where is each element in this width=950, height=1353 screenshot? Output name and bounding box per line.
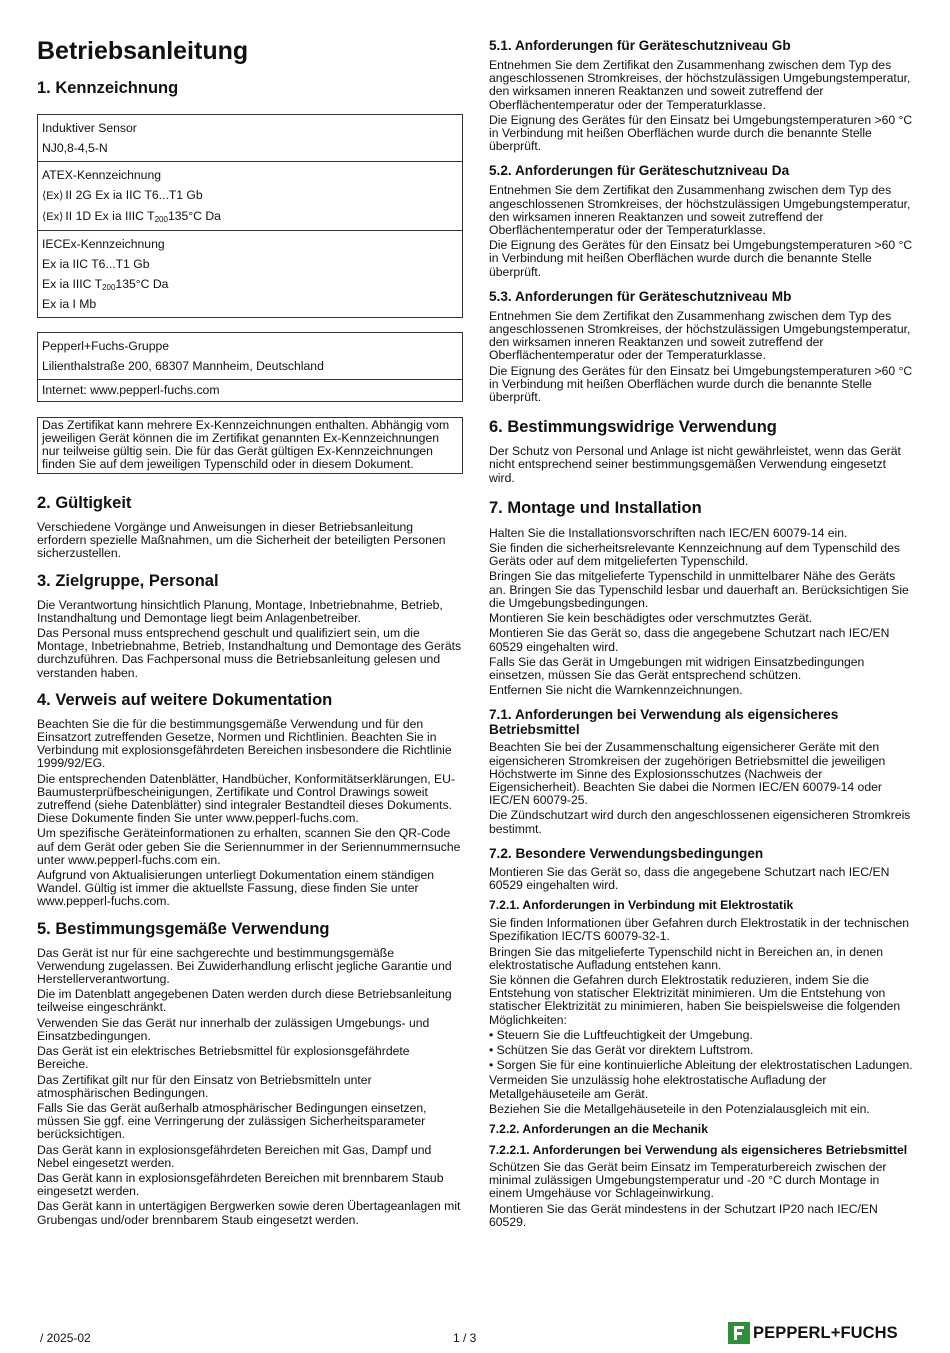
heading-5-2: 5.2. Anforderungen für Geräteschutzniveau Da xyxy=(489,163,790,179)
heading-6: 6. Bestimmungswidrige Verwendung xyxy=(489,418,777,437)
table-row: Internet: www.pepperl-fuchs.com xyxy=(38,379,462,401)
left-column: Betriebsanleitung 1. Kennzeichnung Induktiver Sensor NJ0,8-4,5-N ATEX-Kennzeichnung ⟨Ex⟩ II 2G Ex ia IIC T6...T1 Gb ⟨Ex⟩ II 1D Ex ia IIIC $T_{200}135^\circ C$ Da IECEx-Kennzeichnung Ex ia IIC T6...T1 Gb Ex ia IIIC $T_{200}135^\circ C$ Da Ex ia I Mb Pepperl+Fuchs-Gruppe Lilienthalstraße 200, 68307 Mannheim, Deutschland Internet: www.pepperl-fuchs.com Das Zertifikat kann mehrere Ex-Kennzeichnungen enthalten. Abhängig vom jeweiligen Gerät können die im Zertifikat genannten Ex-Kennzeichnungen nur teilweise gültig sein. Die für das Gerät gültigen Ex-Kennzeichnungen finden Sie auf dem jeweiligen Typenschild oder in diesem Dokument. 2. Gültigkeit Verschiedene Vorgänge und Anweisungen in dieser Betriebsanleitung erfordern spezielle Maßnahmen, um die Sicherheit der beteiligten Personen sicherzustellen. 3. Zielgruppe, Personal Die Verantwortung hinsichtlich Planung, Montage, Inbetriebnahme, Betrieb, Instandhaltung und Demontage liegt beim Anlagenbetreiber. Das Personal muss entsprechend geschult und qualifiziert sein, um die Montage, Inbetriebnahme, Betrieb, Instandhaltung und Demontage des Geräts durchzuführen. Das Fachpersonal muss die Betriebsanleitung gelesen und verstanden haben. 4. Verweis auf weitere Dokumentation Beachten Sie die für die bestimmungsgemäße Verwendung und für den Einsatzort zutreffenden Gesetze, Normen und Richtlinien. Beachten Sie in Verbindung mit explosionsgefährdeten Bereichen insbesondere die Richtlinie 1999/92/EG. Die entsprechenden Datenblätter, Handbücher, Konformitätserklärungen, EU-Baumusterprüfbescheinigungen, Zertifikate und Control Drawings soweit zutreffend (siehe Datenblätter) sind integraler Bestandteil dieses Dokuments. Diese Dokumente finden Sie unter www.pepperl-fuchs.com. Um spezifische Geräteinformationen zu erhalten, scannen Sie den QR-Code auf dem Gerät oder geben Sie die Seriennummer in der Seriennummernsuche unter www.pepperl-fuchs.com ein. Aufgrund von Aktualisierungen unterliegt Dokumentation einem ständigen Wandel. Gültig ist immer die aktuellste Fassung, diese finden Sie unter www.pepperl-fuchs.com. 5. Bestimmungsgemäße Verwendung Das Gerät ist nur für eine sachgerechte und bestimmungsgemäße Verwendung zugelassen. Bei Zuwiderhandlung erlischt jegliche Garantie und Herstellerverantwortung. Die im Datenblatt angegebenen Daten werden durch diese Betriebsanleitung teilweise eingeschränkt. Verwenden Sie das Gerät nur innerhalb der zulässigen Umgebungs- und Einsatzbedingungen. Das Gerät ist ein elektrisches Betriebsmittel für explosionsgefährdete Bereiche. Das Zertifikat gilt nur für den Einsatz von Betriebsmitteln unter atmosphärischen Bedingungen. Falls Sie das Gerät außerhalb atmosphärischer Bedingungen einsetzen, müssen Sie ggf. eine Verringerung der zulässigen Sicherheitsparameter berücksichtigen. Das Gerät kann in explosionsgefährdeten Bereichen mit Gas, Dampf und Nebel eingesetzt werden. Das Gerät kann in explosionsgefährdeten Bereichen mit brennbarem Staub eingesetzt werden. Das Gerät kann in untertägigen Bergwerken sowie deren Übertageanlagen mit Grubengas und/oder brennbarem Staub eingesetzt werden. xyxy=(37,37,462,1227)
heading-7-2-1: 7.2.1. Anforderungen in Verbindung mit Elektrostatik xyxy=(489,898,794,913)
list-item: • Sorgen Sie für eine kontinuierliche Ableitung der elektrostatischen Ladungen. xyxy=(489,1058,913,1073)
document-title: Betriebsanleitung xyxy=(37,37,249,65)
table-row: Induktiver Sensor NJ0,8-4,5-N xyxy=(42,121,137,155)
heading-5-3: 5.3. Anforderungen für Geräteschutzniveau Mb xyxy=(489,288,792,304)
table-row: ATEX-Kennzeichnung ⟨Ex⟩ II 2G Ex ia IIC T6...T1 Gb ⟨Ex⟩ II 1D Ex ia IIIC $T_{200}135^\circ C$ Da xyxy=(38,161,462,230)
pf-logo-icon xyxy=(728,1322,750,1344)
certificate-note: Das Zertifikat kann mehrere Ex-Kennzeichnungen enthalten. Abhängig vom jeweiligen Gerät können die im Zertifikat genannten Ex-Kennzeichnungen nur teilweise gültig sein. Die für das Gerät gültigen Ex-Kennzeichnungen finden Sie auf dem jeweiligen Typenschild oder in diesem Dokument. xyxy=(37,417,463,474)
heading-7-1: 7.1. Anforderungen bei Verwendung als eigensicheres Betriebsmittel xyxy=(489,707,839,738)
logo-text: PEPPERL+FUCHS xyxy=(753,1323,898,1342)
ex-symbol-icon: ⟨Ex⟩ xyxy=(42,211,64,223)
table-row: IECEx-Kennzeichnung Ex ia IIC T6...T1 Gb Ex ia IIIC $T_{200}135^\circ C$ Da Ex ia I Mb xyxy=(38,230,462,317)
table-row: Pepperl+Fuchs-Gruppe Lilienthalstraße 200, 68307 Mannheim, Deutschland xyxy=(42,339,324,373)
page-number: 1 / 3 xyxy=(453,1331,477,1345)
heading-3: 3. Zielgruppe, Personal xyxy=(37,571,219,590)
right-column: 5.1. Anforderungen für Geräteschutzniveau Gb Entnehmen Sie dem Zertifikat den Zusammenhang zwischen dem Typ des angeschlossenen Stromkreises, der höchstzulässigen Umgebungstemperatur, den wirksamen inneren Reaktanzen und soweit zutreffend der Oberflächentemperatur oder der Temperaturklasse. Die Eignung des Gerätes für den Einsatz bei Umgebungstemperaturen >60 °C in Verbindung mit heißen Oberflächen wurde durch die benannte Stelle überprüft. 5.2. Anforderungen für Geräteschutzniveau Da Entnehmen Sie dem Zertifikat den Zusammenhang zwischen dem Typ des angeschlossenen Stromkreises, der höchstzulässigen Umgebungstemperatur, den wirksamen inneren Reaktanzen und soweit zutreffend der Oberflächentemperatur oder der Temperaturklasse. Die Eignung des Gerätes für den Einsatz bei Umgebungstemperaturen >60 °C in Verbindung mit heißen Oberflächen wurde durch die benannte Stelle überprüft. 5.3. Anforderungen für Geräteschutzniveau Mb Entnehmen Sie dem Zertifikat den Zusammenhang zwischen dem Typ des angeschlossenen Stromkreises, der höchstzulässigen Umgebungstemperatur, den wirksamen inneren Reaktanzen und soweit zutreffend der Oberflächentemperatur oder der Temperaturklasse. Die Eignung des Gerätes für den Einsatz bei Umgebungstemperaturen >60 °C in Verbindung mit heißen Oberflächen wurde durch die benannte Stelle überprüft. 6. Bestimmungswidrige Verwendung Der Schutz von Personal und Anlage ist nicht gewährleistet, wenn das Gerät nicht entsprechend seiner bestimmungsgemäßen Verwendung eingesetzt wird. 7. Montage und Installation Halten Sie die Installationsvorschriften nach IEC/EN 60079-14 ein. Sie finden die sicherheitsrelevante Kennzeichnung auf dem Typenschild des Geräts oder auf dem mitgelieferten Typenschild. Bringen Sie das mitgelieferte Typenschild in unmittelbarer Nähe des Geräts an. Bringen Sie das Typenschild lesbar und dauerhaft an. Berücksichtigen Sie die Umgebungsbedingungen. Montieren Sie kein beschädigtes oder verschmutztes Gerät. Montieren Sie das Gerät so, dass die angegebene Schutzart nach IEC/EN 60529 eingehalten wird. Falls Sie das Gerät in Umgebungen mit widrigen Einsatzbedingungen einsetzen, müssen Sie das Gerät entsprechend schützen. Entfernen Sie nicht die Warnkennzeichnungen. 7.1. Anforderungen bei Verwendung als eigensicheres Betriebsmittel Beachten Sie bei der Zusammenschaltung eigensicherer Geräte mit den eigensicheren Stromkreisen der zugehörigen Betriebsmittel die jeweiligen Höchstwerte im Sinne des Explosionsschutzes (Nachweis der Eigensicherheit). Beachten Sie dabei die Normen IEC/EN 60079-14 oder IEC/EN 60079-25. Die Zündschutzart wird durch den angeschlossenen eigensicheren Stromkreis bestimmt. 7.2. Besondere Verwendungsbedingungen Montieren Sie das Gerät so, dass die angegebene Schutzart nach IEC/EN 60529 eingehalten wird. 7.2.1. Anforderungen in Verbindung mit Elektrostatik Sie finden Informationen über Gefahren durch Elektrostatik in der technischen Spezifikation IEC/TS 60079-32-1. Bringen Sie das mitgelieferte Typenschild nicht in Bereichen an, in denen elektrostatische Aufladung entstehen kann. Sie können die Gefahren durch Elektrostatik reduzieren, indem Sie die Entstehung von statischer Elektrizität minimieren. Um die Entstehung von statischer Elektrizität zu minimieren, haben Sie beispielsweise die folgenden Möglichkeiten: • Steuern Sie die Luftfeuchtigkeit der Umgebung. • Schützen Sie das Gerät vor direktem Luftstrom. • Sorgen Sie für eine kontinuierliche Ableitung der elektrostatischen Ladungen. Vermeiden Sie unzulässig hohe elektrostatische Aufladung der Metallgehäuseteile am Gerät. Beziehen Sie die Metallgehäuseteile in den Potenzialausgleich mit ein. 7.2.2. Anforderungen an die Mechanik 7.2.2.1. Anforderungen bei Verwendung als eigensicheres Betriebsmittel Schützen Sie das Gerät beim Einsatz im Temperaturbereich zwischen der minimal zulässigen Umgebungstemperatur und -20 °C durch Montage in einem Umgehäuse vor Schlageinwirkung. Montieren Sie das Gerät mindestens in der Schutzart IP20 nach IEC/EN 60529. xyxy=(489,38,913,1229)
company-logo xyxy=(728,1322,898,1344)
identification-table xyxy=(37,114,463,318)
heading-5: 5. Bestimmungsgemäße Verwendung xyxy=(37,919,330,938)
heading-7-2: 7.2. Besondere Verwendungsbedingungen xyxy=(489,845,764,861)
heading-7: 7. Montage und Installation xyxy=(489,498,702,517)
footer-date: / 2025-02 xyxy=(40,1331,91,1345)
heading-4: 4. Verweis auf weitere Dokumentation xyxy=(37,690,333,709)
list-item: • Schützen Sie das Gerät vor direktem Luftstrom. xyxy=(489,1042,754,1057)
list-item: • Steuern Sie die Luftfeuchtigkeit der Umgebung. xyxy=(489,1027,753,1042)
heading-7-2-2: 7.2.2. Anforderungen an die Mechanik xyxy=(489,1121,708,1136)
heading-5-1: 5.1. Anforderungen für Geräteschutzniveau Gb xyxy=(489,38,791,53)
heading-7-2-2-1: 7.2.2.1. Anforderungen bei Verwendung als eigensicheres Betriebsmittel xyxy=(489,1142,908,1157)
ex-symbol-icon: ⟨Ex⟩ xyxy=(42,190,64,202)
heading-2: 2. Gültigkeit xyxy=(37,494,132,512)
manufacturer-table xyxy=(37,332,463,402)
heading-1: 1. Kennzeichnung xyxy=(37,79,179,97)
